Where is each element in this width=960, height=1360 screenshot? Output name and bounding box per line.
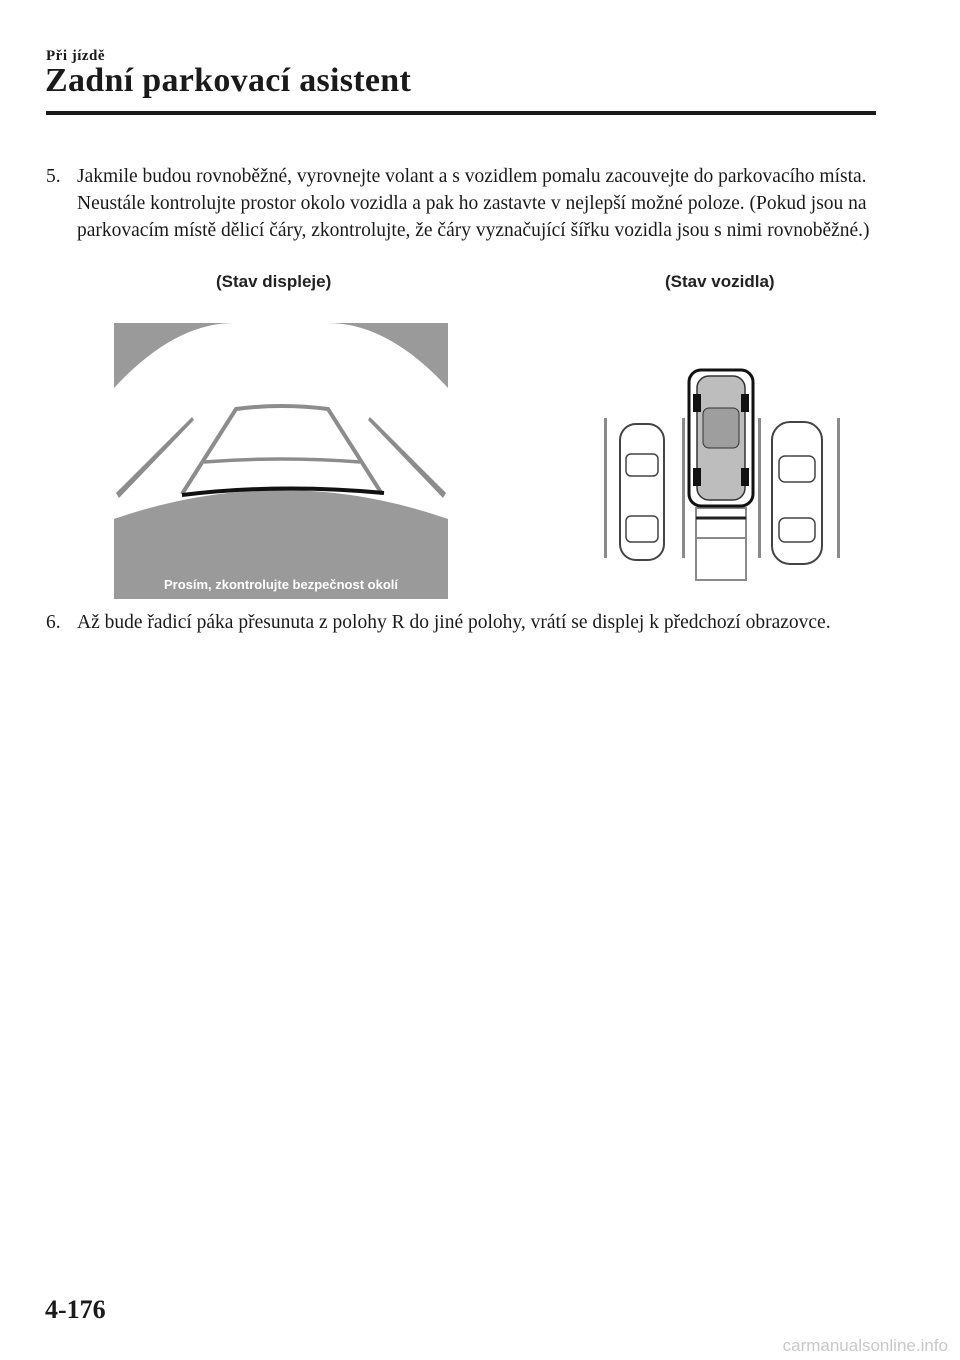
display-caption: (Stav displeje) [216, 272, 332, 291]
watermark: carmanualsonline.info [782, 1336, 948, 1355]
right-parked-car [772, 422, 822, 564]
step-number: 5. [46, 166, 61, 187]
step-5 [46, 163, 886, 244]
step-number: 6. [46, 612, 61, 633]
section-label: Při jízdě [46, 48, 106, 64]
vehicle-position-diagram [600, 368, 850, 583]
reversing-vehicle [689, 370, 753, 506]
step-6 [46, 609, 886, 636]
title-rule [46, 111, 876, 115]
page-title: Zadní parkovací asistent [45, 62, 412, 99]
vehicle-caption: (Stav vozidla) [665, 272, 775, 291]
page-number: 4-176 [45, 1295, 106, 1324]
step-text: Až bude řadicí páka přesunuta z polohy R do jiné polohy, vrátí se displej k předchozí obrazovce. [77, 612, 831, 633]
rear-camera-screen [114, 323, 448, 599]
step-text: Jakmile budou rovnoběžné, vyrovnejte volant a s vozidlem pomalu zacouvejte do parkovacího místa. Neustále kontrolujte prostor okolo vozidla a pak ho zastavte v nejlepší možné poloze. (Pokud jsou na parkovacím místě dělicí čáry, zkontrolujte, že čáry vyznačující šířku vozidla jsou s nimi rovnoběžné.) [77, 166, 870, 241]
left-parked-car [620, 424, 664, 560]
camera-view-graphic [114, 323, 448, 599]
screen-message: Prosím, zkontrolujte bezpečnost okolí [163, 577, 399, 592]
